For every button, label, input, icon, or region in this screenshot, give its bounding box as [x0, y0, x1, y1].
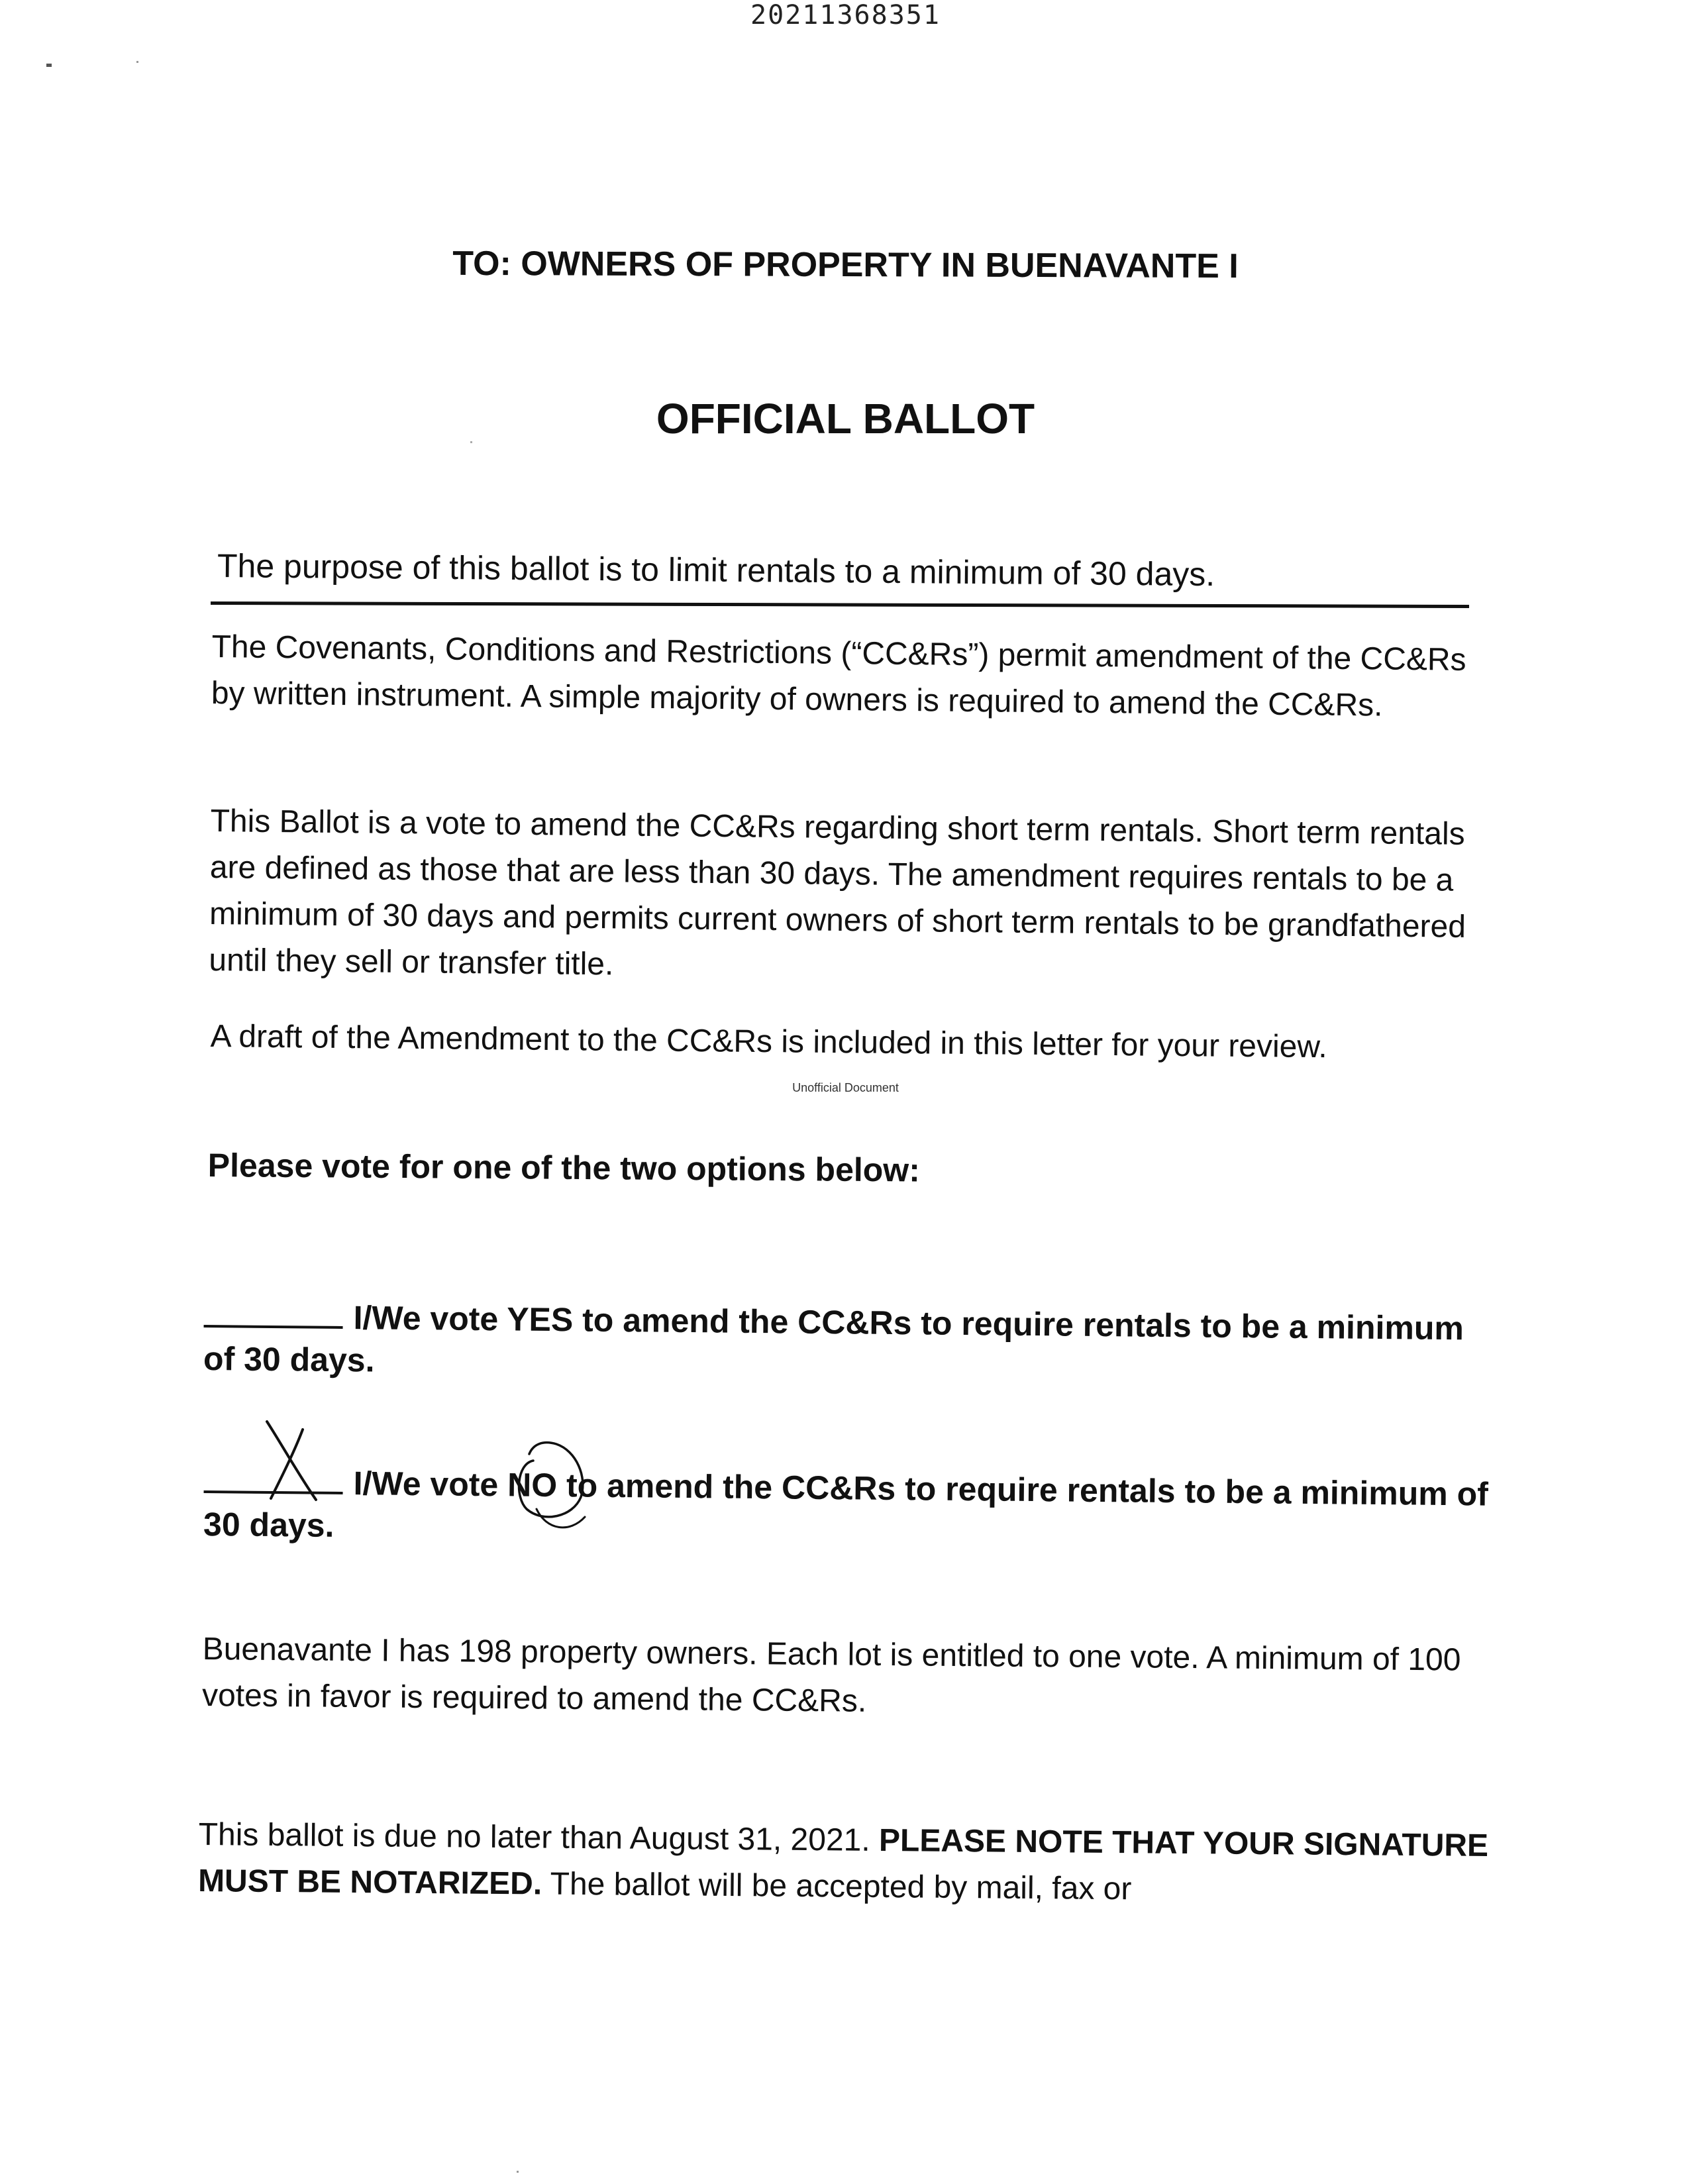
scan-speck [46, 64, 52, 67]
yes-mark-blank [204, 1296, 343, 1329]
handwritten-x-mark [262, 1418, 321, 1504]
option-no [203, 1461, 1496, 1558]
purpose-underline [211, 601, 1469, 608]
option-yes [203, 1295, 1496, 1392]
ccrs-paragraph: The Covenants, Conditions and Restrictions (“CC&Rs”) permit amendment of the CC&Rs by written instrument. A simple majority of owners is required to amend the CC&Rs. [211, 629, 1466, 723]
scan-speck [517, 2171, 519, 2173]
option-no-text: I/We vote NO to amend the CC&Rs to require rentals to be a minimum of 30 days. [203, 1465, 1489, 1544]
recording-number: 20211368351 [750, 0, 941, 30]
notarization-notice: PLEASE NOTE THAT YOUR SIGNATURE MUST BE NOTARIZED. [197, 1822, 1489, 1902]
watermark: Unofficial Document [792, 1081, 899, 1094]
due-date-text: This ballot is due no later than August 31, 2021. [198, 1816, 870, 1858]
addressee-heading: TO: OWNERS OF PROPERTY IN BUENAVANTE I [452, 244, 1239, 286]
handwritten-circle-around-no [507, 1424, 593, 1537]
owners-vote-info: Buenavante I has 198 property owners. Each lot is entitled to one vote. A minimum of 100 votes in favor is required to amend the CC&Rs. [201, 1631, 1461, 1719]
option-yes-text: I/We vote YES to amend the CC&Rs to require rentals to be a minimum of 30 days. [203, 1299, 1464, 1379]
draft-amendment-paragraph: A draft of the Amendment to the CC&Rs is included in this letter for your review. [210, 1018, 1327, 1065]
ballot-title: OFFICIAL BALLOT [656, 395, 1035, 442]
vote-instruction: Please vote for one of the two options below: [207, 1147, 921, 1189]
due-date-notice [198, 1812, 1523, 1916]
scan-speck [136, 61, 138, 63]
short-term-rentals-paragraph: This Ballot is a vote to amend the CC&Rs regarding short term rentals. Short term rentals are defined as those that are less than 30 days. The amendment requires rentals to be a minimum of 30 days and permits current owners of short term rentals to be grandfathered until they sell or transfer title. [209, 803, 1466, 982]
submission-methods-text: The ballot will be accepted by mail, fax or [550, 1866, 1132, 1907]
purpose-statement: The purpose of this ballot is to limit rentals to a minimum of 30 days. [217, 547, 1215, 594]
